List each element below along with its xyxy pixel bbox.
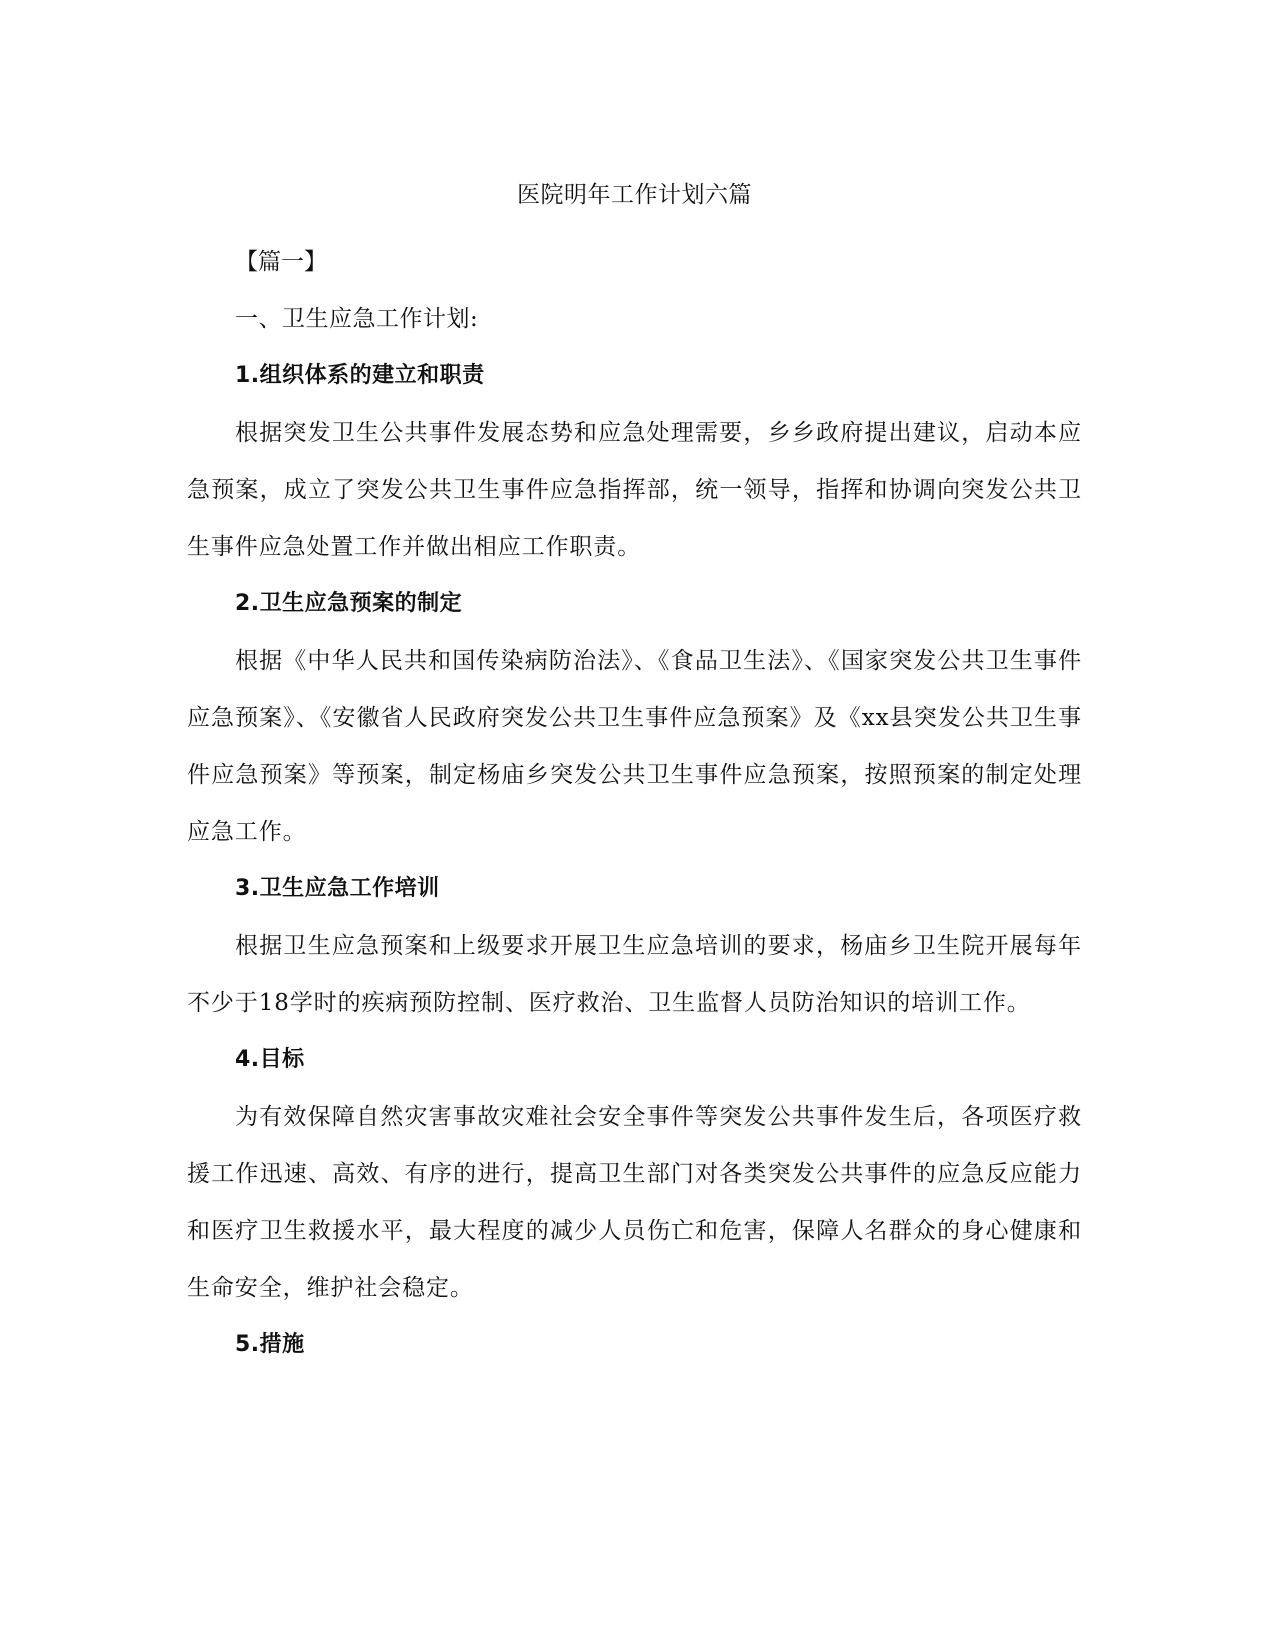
subheading-measures: 5.措施 — [235, 1332, 305, 1357]
document-title: 医院明年工作计划六篇 — [517, 182, 752, 208]
paragraph-goal: 为有效保障自然灾害事故灾难社会安全事件等突发公共事件发生后，各项医疗救援工作迅速、高效、有序的进行，提高卫生部门对各类突发公共事件的应急反应能力和医疗卫生救援水平，最大程度的减少人员伤亡和危害，保障人名群众的身心健康和生命安全，维护社会稳定。 — [187, 1104, 1082, 1301]
paragraph-training: 根据卫生应急预案和上级要求开展卫生应急培训的要求，杨庙乡卫生院开展每年不少于18学时的疾病预防控制、医疗救治、卫生监督人员防治知识的培训工作。 — [187, 933, 1082, 1016]
subheading-organization: 1.组织体系的建立和职责 — [235, 363, 485, 388]
subheading-emergency-plan: 2.卫生应急预案的制定 — [235, 591, 463, 616]
document-body — [187, 180, 1082, 1387]
paragraph-organization: 根据突发卫生公共事件发展态势和应急处理需要，乡乡政府提出建议，启动本应急预案，成立了突发公共卫生事件应急指挥部，统一领导，指挥和协调向突发公共卫生事件应急处置工作并做出相应工作职责。 — [187, 420, 1082, 560]
paragraph-emergency-plan: 根据《中华人民共和国传染病防治法》、《食品卫生法》、《国家突发公共卫生事件应急预案》、《安徽省人民政府突发公共卫生事件应急预案》及《xx县突发公共卫生事件应急预案》等预案，制定杨庙乡突发公共卫生事件应急预案，按照预案的制定处理应急工作。 — [187, 648, 1082, 845]
section-heading: 一、卫生应急工作计划: — [235, 306, 479, 332]
subheading-goal: 4.目标 — [235, 1047, 305, 1072]
subheading-training: 3.卫生应急工作培训 — [235, 876, 440, 901]
section-tag: 【篇一】 — [235, 249, 327, 275]
